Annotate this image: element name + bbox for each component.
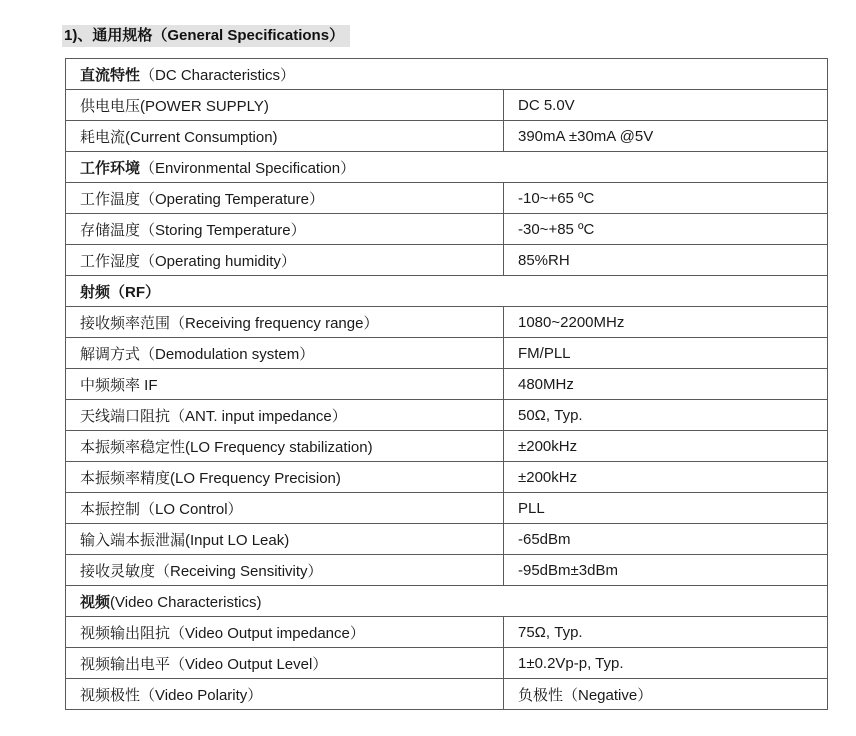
table-row bbox=[66, 400, 828, 431]
spec-value: PLL bbox=[504, 493, 828, 524]
section-heading: 1)、通用规格（General Specifications） bbox=[62, 25, 350, 47]
spec-label: 视频输出电平（Video Output Level） bbox=[66, 648, 504, 679]
table-row bbox=[66, 369, 828, 400]
section-title bbox=[66, 586, 828, 617]
section-row-dc bbox=[66, 59, 828, 90]
table-row bbox=[66, 648, 828, 679]
spec-label: 工作湿度（Operating humidity） bbox=[66, 245, 504, 276]
spec-label: 存储温度（Storing Temperature） bbox=[66, 214, 504, 245]
section-title-cn: 射频（RF） bbox=[80, 283, 160, 301]
spec-label: 中频频率 IF bbox=[66, 369, 504, 400]
spec-label: 本振频率精度(LO Frequency Precision) bbox=[66, 462, 504, 493]
spec-value: 85%RH bbox=[504, 245, 828, 276]
spec-value: DC 5.0V bbox=[504, 90, 828, 121]
spec-value: ±200kHz bbox=[504, 462, 828, 493]
table-row bbox=[66, 214, 828, 245]
section-row-environmental bbox=[66, 152, 828, 183]
table-row bbox=[66, 617, 828, 648]
table-row bbox=[66, 493, 828, 524]
table-row bbox=[66, 462, 828, 493]
section-row-rf bbox=[66, 276, 828, 307]
section-title-en: （Environmental Specification） bbox=[140, 159, 356, 177]
spec-value: 1080~2200MHz bbox=[504, 307, 828, 338]
spec-value: ±200kHz bbox=[504, 431, 828, 462]
table-row bbox=[66, 555, 828, 586]
section-title bbox=[66, 276, 828, 307]
table-row bbox=[66, 338, 828, 369]
table-row bbox=[66, 307, 828, 338]
spec-value: FM/PLL bbox=[504, 338, 828, 369]
spec-label: 视频极性（Video Polarity） bbox=[66, 679, 504, 710]
spec-value: -30~+85 ºC bbox=[504, 214, 828, 245]
spec-value: 50Ω, Typ. bbox=[504, 400, 828, 431]
spec-label: 本振控制（LO Control） bbox=[66, 493, 504, 524]
spec-label: 本振频率稳定性(LO Frequency stabilization) bbox=[66, 431, 504, 462]
spec-label: 输入端本振泄漏(Input LO Leak) bbox=[66, 524, 504, 555]
spec-table bbox=[65, 58, 828, 710]
table-row bbox=[66, 679, 828, 710]
section-title bbox=[66, 152, 828, 183]
table-row bbox=[66, 183, 828, 214]
section-title-cn: 工作环境 bbox=[80, 159, 141, 177]
spec-value: 1±0.2Vp-p, Typ. bbox=[504, 648, 828, 679]
spec-label: 天线端口阻抗（ANT. input impedance） bbox=[66, 400, 504, 431]
spec-label: 接收灵敏度（Receiving Sensitivity） bbox=[66, 555, 504, 586]
spec-value: -95dBm±3dBm bbox=[504, 555, 828, 586]
section-title-en: (Video Characteristics) bbox=[110, 593, 262, 611]
spec-label: 解调方式（Demodulation system） bbox=[66, 338, 504, 369]
spec-label: 视频输出阻抗（Video Output impedance） bbox=[66, 617, 504, 648]
table-row bbox=[66, 524, 828, 555]
section-title bbox=[66, 59, 828, 90]
spec-value: 负极性（Negative） bbox=[504, 679, 828, 710]
spec-label: 工作温度（Operating Temperature） bbox=[66, 183, 504, 214]
table-row bbox=[66, 90, 828, 121]
spec-label: 供电电压(POWER SUPPLY) bbox=[66, 90, 504, 121]
spec-value: 480MHz bbox=[504, 369, 828, 400]
spec-label: 耗电流(Current Consumption) bbox=[66, 121, 504, 152]
spec-label: 接收频率范围（Receiving frequency range） bbox=[66, 307, 504, 338]
table-row bbox=[66, 121, 828, 152]
section-title-cn: 直流特性 bbox=[80, 66, 141, 84]
section-title-en: （DC Characteristics） bbox=[140, 66, 296, 84]
spec-value: -10~+65 ºC bbox=[504, 183, 828, 214]
table-row bbox=[66, 431, 828, 462]
table-row bbox=[66, 245, 828, 276]
section-row-video bbox=[66, 586, 828, 617]
spec-value: -65dBm bbox=[504, 524, 828, 555]
section-title-cn: 视频 bbox=[80, 593, 111, 611]
spec-value: 390mA ±30mA @5V bbox=[504, 121, 828, 152]
spec-value: 75Ω, Typ. bbox=[504, 617, 828, 648]
